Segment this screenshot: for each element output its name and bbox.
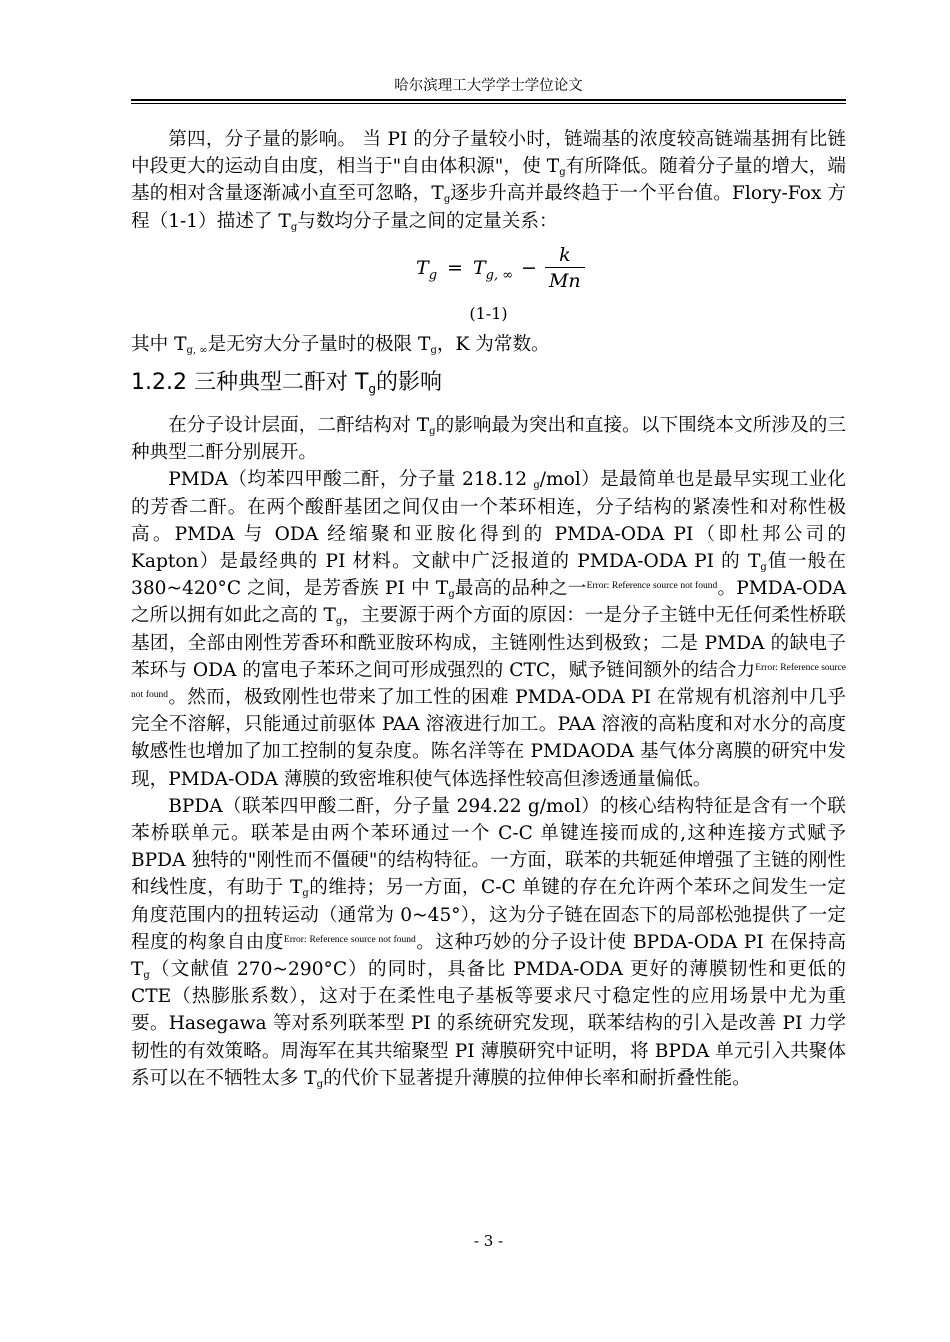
paragraph-bpda: BPDA（联苯四甲酸二酐，分子量 294.22 g/mol）的核心结构特征是含有一个联苯桥联单元。联苯是由两个苯环通过一个 C-C 单键连接而成的,这种连接方式赋予 BPDA 独特的"刚性而不僵硬"的结构特征。一方面，联苯的共轭延伸增强了主链的刚性和线性度，有助于 $T_g$的维持；另一方面，C-C 单键的存在允许两个苯环之间发生一定角度范围内的扭转运动（通常为 0~45°），这为分子链在固态下的局部松弛提供了一定程度的构象自由度$^{Error: Reference source not found}$。这种巧妙的分子设计使 BPDA-ODA PI 在保持高 $T_g$（文献值 270~290°C）的同时，具备比 PMDA-ODA 更好的薄膜韧性和更低的 CTE（热膨胀系数），这对于在柔性电子基板等要求尺寸稳定性的应用场景中尤为重要。Hasegawa 等对系列联苯型 PI 的系统研究发现，联苯结构的引入是改善 PI 力学韧性的有效策略。周海军在其共缩聚型 PI 薄膜研究中证明，将 BPDA 单元引入共聚体系可以在不牺牲太多 $T_g$的代价下显著提升薄膜的拉伸伸长率和耐折叠性能。 [131,795,846,1090]
flory-fox-equation [131,237,846,297]
equation-lhs: $T_g$ [416,256,438,283]
reference-error-note: Error: Reference source not found [283,934,416,945]
equation-minus: − [521,256,537,279]
equation-fraction [545,243,585,294]
equation-rhs-term: $T_{g, \infty}$ [472,256,514,283]
reference-error-note: Error: Reference source not found [131,662,846,701]
equation-equals: = [447,256,463,279]
equation-number: (1-1) [469,303,508,323]
equation-denominator: Mn [548,270,581,293]
header-rule-thin [131,103,846,104]
equation-numerator: k [559,243,571,266]
paragraph-equation-explanation: 其中 $T_{g, \infty}$是无穷大分子量时的极限 $T_g$，K 为常数。 [131,333,550,356]
reference-error-note: Error: Reference source not found [586,581,718,592]
paragraph-molecular-weight: 第四，分子量的影响。 当 PI 的分子量较小时，链端基的浓度较高链端基拥有比链中段更大的运动自由度，相当于"自由体积源"，使 $T_g$有所降低。随着分子量的增大，端基的相对含量逐渐减小直至可忽略，$T_g$逐步升高并最终趋于一个平台值。Flory-Fox 方程（1-1）描述了 $T_g$与数均分子量之间的定量关系： [131,129,846,233]
section-heading: 1.2.2 三种典型二酐对 $T_g$的影响 [131,370,443,397]
header-rule [131,99,846,101]
page-header: 哈尔滨理工大学学士学位论文 [394,78,583,94]
paragraph-pmda: PMDA（均苯四甲酸二酐，分子量 218.12 $_g$/mol）是最简单也是最早实现工业化的芳香二酐。在两个酸酐基团之间仅由一个苯环相连，分子结构的紧凑性和对称性极高。PMDA 与 ODA 经缩聚和亚胺化得到的 PMDA-ODA PI（即杜邦公司的 Kapton）是最经典的 PI 材料。文献中广泛报道的 PMDA-ODA PI 的 $T_g$值一般在 380~420°C 之间，是芳香族 PI 中 $T_g$最高的品种之一$^{Error: Reference source not found}$。PMDA-ODA 之所以拥有如此之高的 $T_g$，主要源于两个方面的原因：一是分子主链中无任何柔性桥联基团，全部由刚性芳香环和酰亚胺环构成，主链刚性达到极致；二是 PMDA 的缺电子苯环与 ODA 的富电子苯环之间可形成强烈的 CTC，赋予链间额外的结合力$^{Error: Reference source not found}$。然而，极致刚性也带来了加工性的困难 PMDA-ODA PI 在常规有机溶剂中几乎完全不溶解，只能通过前驱体 PAA 溶液进行加工。PAA 溶液的高粘度和对水分的高度敏感性也增加了加工控制的复杂度。陈名洋等在 PMDAODA 基气体分离膜的研究中发现，PMDA-ODA 薄膜的致密堆积使气体选择性较高但渗透通量偏低。 [131,469,847,790]
page-body [131,126,846,1092]
page-number: - 3 - [473,1232,504,1250]
paragraph-dianhydride-intro: 在分子设计层面，二酐结构对 $T_g$的影响最为突出和直接。以下围绕本文所涉及的三种典型二酐分别展开。 [131,415,846,464]
